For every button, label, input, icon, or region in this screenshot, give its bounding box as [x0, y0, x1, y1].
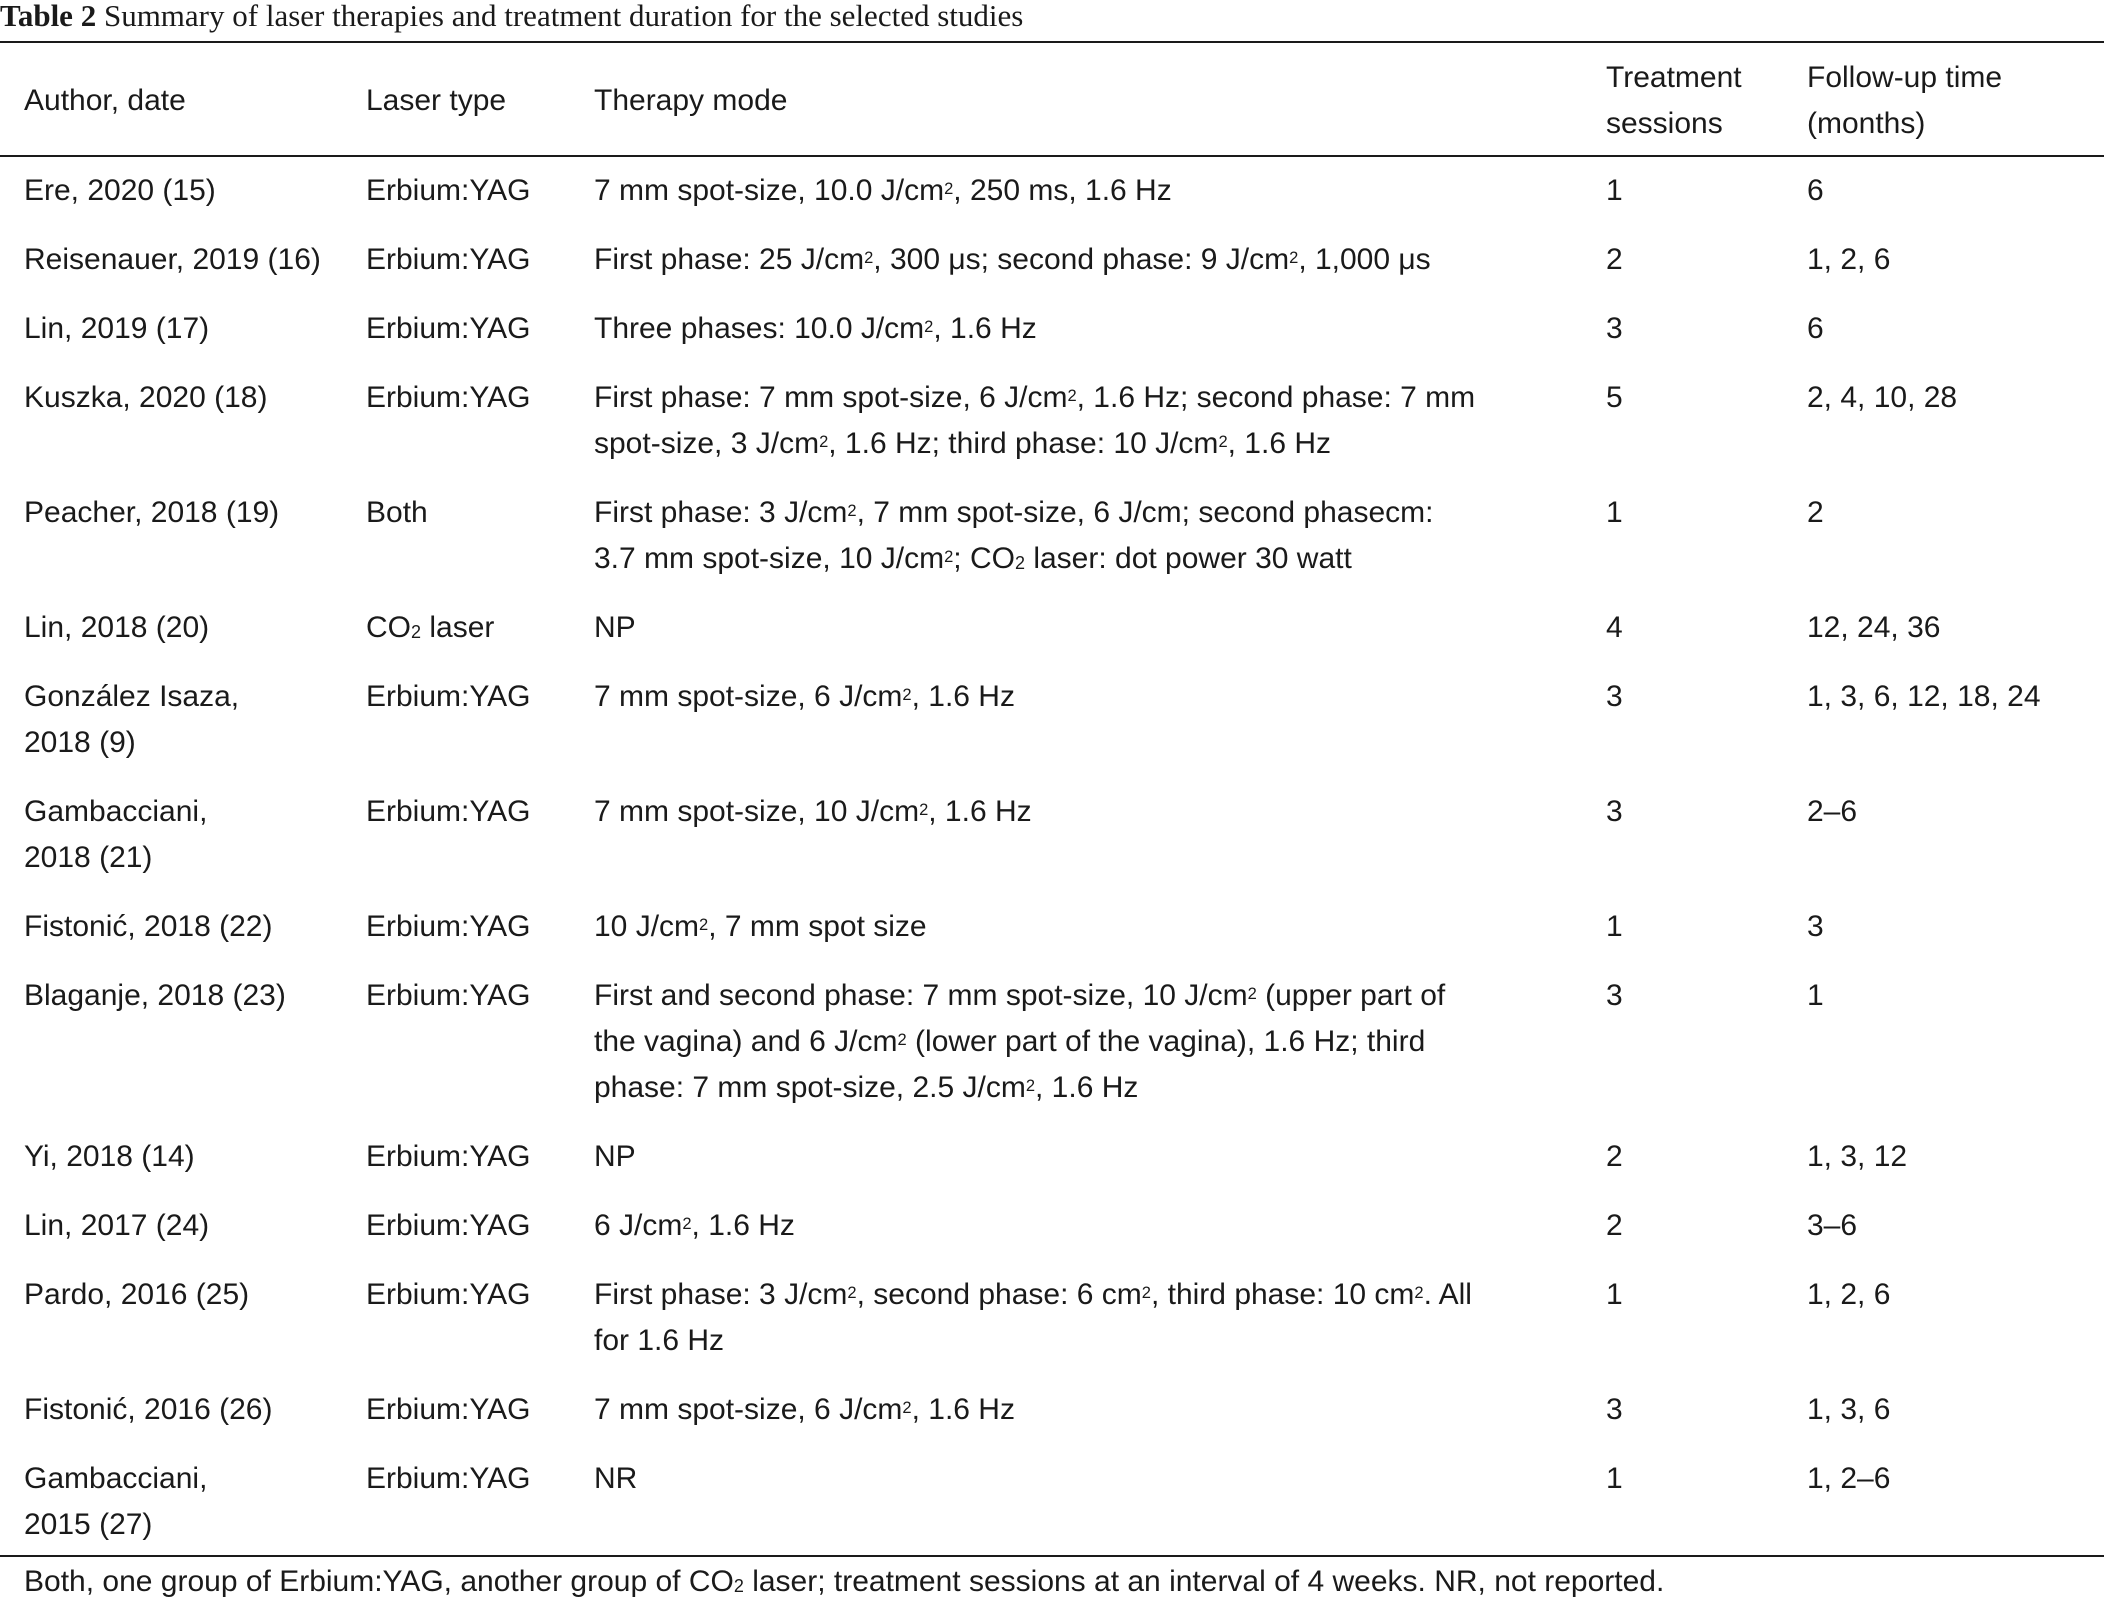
row-1-therapy-mode: [594, 168, 1172, 214]
row-11-laser-type: [366, 1134, 531, 1180]
header-follow-up: [1807, 55, 2002, 147]
row-1-sessions: [1606, 168, 1623, 214]
row-12-follow-up-line: 3–6: [1807, 1209, 1858, 1242]
row-4-laser-type: [366, 375, 531, 421]
row-10-therapy-mode-line: phase: 7 mm spot-size, 2.5 $J/cm^2$, 1.6 Hz: [594, 1071, 1139, 1104]
row-3-author-line: Lin, 2019 (17): [24, 312, 210, 345]
row-5-author: [24, 490, 279, 536]
table-footnote: Both, one group of Erbium:YAG, another group of $CO_2$ laser; treatment sessions at an interval of 4 weeks. NR, not reported.: [24, 1565, 1665, 1598]
row-11-author-line: Yi, 2018 (14): [24, 1140, 195, 1173]
row-13-author: [24, 1272, 249, 1318]
row-9-author: [24, 904, 272, 950]
row-10-therapy-mode: [594, 973, 1445, 1111]
row-13-therapy-mode-line: for 1.6 Hz: [594, 1324, 725, 1357]
row-3-follow-up-line: 6: [1807, 312, 1824, 345]
row-10-author-line: Blaganje, 2018 (23): [24, 979, 286, 1012]
row-13-follow-up: [1807, 1272, 1890, 1318]
row-14-laser-type: [366, 1387, 531, 1433]
row-2-author: [24, 237, 321, 283]
header-rule: [0, 155, 2104, 157]
caption-text: Summary of laser therapies and treatment duration for the selected studies: [103, 0, 1024, 33]
row-15-therapy-mode-line: NR: [594, 1462, 638, 1495]
row-10-sessions-line: 3: [1606, 979, 1623, 1012]
row-10-sessions: [1606, 973, 1623, 1019]
row-5-therapy-mode-line: First phase: 3 $J/cm^2$, 7 mm spot-size, 6 J/cm; second phasecm:: [594, 496, 1434, 529]
row-6-laser-type: [366, 605, 494, 651]
row-8-laser-type-line: Erbium:YAG: [366, 795, 531, 828]
row-13-author-line: Pardo, 2016 (25): [24, 1278, 250, 1311]
row-12-author-line: Lin, 2017 (24): [24, 1209, 210, 1242]
row-10-follow-up-line: 1: [1807, 979, 1824, 1012]
row-1-laser-type-line: Erbium:YAG: [366, 174, 531, 207]
top-rule: [0, 41, 2104, 43]
row-10-therapy-mode-line: the vagina) and 6 $J/cm^2$ (lower part of the vagina), 1.6 Hz; third: [594, 1025, 1426, 1058]
row-11-sessions: [1606, 1134, 1623, 1180]
row-14-author-line: Fistonić, 2016 (26): [24, 1393, 273, 1426]
row-15-sessions-line: 1: [1606, 1462, 1623, 1495]
row-7-laser-type-line: Erbium:YAG: [366, 680, 531, 713]
row-9-follow-up-line: 3: [1807, 910, 1824, 943]
row-7-sessions: [1606, 674, 1623, 720]
row-15-author-line: Gambacciani,: [24, 1462, 208, 1495]
row-7-therapy-mode-line: 7 mm spot-size, 6 $J/cm^2$, 1.6 Hz: [594, 680, 1015, 713]
row-9-laser-type-line: Erbium:YAG: [366, 910, 531, 943]
row-11-follow-up-line: 1, 3, 12: [1807, 1140, 1908, 1173]
row-4-therapy-mode: [594, 375, 1475, 467]
row-12-laser-type-line: Erbium:YAG: [366, 1209, 531, 1242]
row-14-therapy-mode: [594, 1387, 1015, 1433]
row-7-author: [24, 674, 239, 766]
row-15-follow-up: [1807, 1456, 1890, 1502]
row-5-follow-up: [1807, 490, 1824, 536]
row-4-author: [24, 375, 267, 421]
row-14-laser-type-line: Erbium:YAG: [366, 1393, 531, 1426]
row-2-therapy-mode-line: First phase: 25 $J/cm^2$, 300 μs; second phase: 9 $J/cm^2$, 1,000 μs: [594, 243, 1431, 276]
row-1-laser-type: [366, 168, 531, 214]
row-8-follow-up-line: 2–6: [1807, 795, 1858, 828]
row-8-author-line: Gambacciani,: [24, 795, 208, 828]
row-11-laser-type-line: Erbium:YAG: [366, 1140, 531, 1173]
row-13-follow-up-line: 1, 2, 6: [1807, 1278, 1891, 1311]
row-4-sessions: [1606, 375, 1623, 421]
row-11-therapy-mode: [594, 1134, 636, 1180]
row-12-laser-type: [366, 1203, 531, 1249]
row-5-follow-up-line: 2: [1807, 496, 1824, 529]
row-4-therapy-mode-line: First phase: 7 mm spot-size, 6 $J/cm^2$, 1.6 Hz; second phase: 7 mm: [594, 381, 1476, 414]
row-7-author-line: González Isaza,: [24, 680, 240, 713]
row-5-therapy-mode-line: 3.7 mm spot-size, 10 $J/cm^2$; $CO_2$ laser: dot power 30 watt: [594, 542, 1352, 575]
row-13-therapy-mode-line: First phase: 3 $J/cm^2$, second phase: 6 $cm^2$, third phase: 10 $cm^2$. All: [594, 1278, 1472, 1311]
row-7-author-line: 2018 (9): [24, 726, 136, 759]
row-1-author-line: Ere, 2020 (15): [24, 174, 216, 207]
row-15-therapy-mode: [594, 1456, 637, 1502]
row-5-laser-type-line: Both: [366, 496, 428, 529]
caption-label: Table 2: [0, 0, 97, 33]
row-6-sessions-line: 4: [1606, 611, 1623, 644]
row-3-sessions: [1606, 306, 1623, 352]
row-6-follow-up-line: 12, 24, 36: [1807, 611, 1941, 644]
row-4-author-line: Kuszka, 2020 (18): [24, 381, 268, 414]
row-2-author-line: Reisenauer, 2019 (16): [24, 243, 321, 276]
row-4-follow-up: [1807, 375, 1957, 421]
row-12-sessions-line: 2: [1606, 1209, 1623, 1242]
row-2-sessions-line: 2: [1606, 243, 1623, 276]
row-4-therapy-mode-line: spot-size, 3 $J/cm^2$, 1.6 Hz; third phase: 10 $J/cm^2$, 1.6 Hz: [594, 427, 1331, 460]
row-2-sessions: [1606, 237, 1623, 283]
row-6-therapy-mode: [594, 605, 636, 651]
row-12-follow-up: [1807, 1203, 1857, 1249]
row-12-therapy-mode: [594, 1203, 795, 1249]
row-3-follow-up: [1807, 306, 1824, 352]
row-1-sessions-line: 1: [1606, 174, 1623, 207]
row-10-laser-type: [366, 973, 531, 1019]
row-9-sessions: [1606, 904, 1623, 950]
row-6-sessions: [1606, 605, 1623, 651]
row-8-follow-up: [1807, 789, 1857, 835]
row-14-follow-up-line: 1, 3, 6: [1807, 1393, 1891, 1426]
row-12-therapy-mode-line: 6 $J/cm^2$, 1.6 Hz: [594, 1209, 795, 1242]
row-12-sessions: [1606, 1203, 1623, 1249]
row-1-therapy-mode-line: 7 mm spot-size, 10.0 $J/cm^2$, 250 ms, 1.6 Hz: [594, 174, 1172, 207]
row-8-therapy-mode: [594, 789, 1032, 835]
row-3-sessions-line: 3: [1606, 312, 1623, 345]
row-3-laser-type-line: Erbium:YAG: [366, 312, 531, 345]
row-13-sessions-line: 1: [1606, 1278, 1623, 1311]
row-6-laser-type-line: $CO_2$ laser: [366, 611, 495, 644]
row-15-follow-up-line: 1, 2–6: [1807, 1462, 1891, 1495]
row-5-sessions: [1606, 490, 1623, 536]
row-14-follow-up: [1807, 1387, 1890, 1433]
row-9-therapy-mode-line: 10 $J/cm^2$, 7 mm spot size: [594, 910, 927, 943]
row-7-follow-up-line: 1, 3, 6, 12, 18, 24: [1807, 680, 2041, 713]
row-15-author-line: 2015 (27): [24, 1508, 153, 1541]
row-7-laser-type: [366, 674, 531, 720]
row-5-sessions-line: 1: [1606, 496, 1623, 529]
header-sessions-line2: sessions: [1606, 107, 1723, 140]
header-treatment-sessions: [1606, 55, 1742, 147]
header-followup-line1: Follow-up time: [1807, 61, 2003, 94]
table-caption: [0, 0, 1023, 40]
row-1-follow-up: [1807, 168, 1824, 214]
row-6-author: [24, 605, 209, 651]
row-15-author: [24, 1456, 207, 1548]
row-12-author: [24, 1203, 209, 1249]
row-2-follow-up: [1807, 237, 1890, 283]
row-15-laser-type-line: Erbium:YAG: [366, 1462, 531, 1495]
row-8-sessions-line: 3: [1606, 795, 1623, 828]
header-sessions-line1: Treatment: [1606, 61, 1742, 94]
row-4-laser-type-line: Erbium:YAG: [366, 381, 531, 414]
row-1-follow-up-line: 6: [1807, 174, 1824, 207]
row-11-follow-up: [1807, 1134, 1907, 1180]
row-5-therapy-mode: [594, 490, 1433, 582]
row-13-therapy-mode: [594, 1272, 1472, 1364]
row-8-laser-type: [366, 789, 531, 835]
header-therapy-mode: Therapy mode: [594, 84, 788, 117]
row-14-author: [24, 1387, 272, 1433]
row-14-sessions: [1606, 1387, 1623, 1433]
row-10-author: [24, 973, 286, 1019]
row-6-therapy-mode-line: NP: [594, 611, 636, 644]
row-13-laser-type-line: Erbium:YAG: [366, 1278, 531, 1311]
row-3-therapy-mode: [594, 306, 1037, 352]
row-8-therapy-mode-line: 7 mm spot-size, 10 $J/cm^2$, 1.6 Hz: [594, 795, 1032, 828]
row-7-therapy-mode: [594, 674, 1015, 720]
row-4-sessions-line: 5: [1606, 381, 1623, 414]
row-11-author: [24, 1134, 195, 1180]
row-6-follow-up: [1807, 605, 1940, 651]
row-1-author: [24, 168, 216, 214]
row-9-therapy-mode: [594, 904, 927, 950]
row-11-therapy-mode-line: NP: [594, 1140, 636, 1173]
header-followup-line2: (months): [1807, 107, 1926, 140]
row-14-therapy-mode-line: 7 mm spot-size, 6 $J/cm^2$, 1.6 Hz: [594, 1393, 1015, 1426]
row-9-author-line: Fistonić, 2018 (22): [24, 910, 273, 943]
row-11-sessions-line: 2: [1606, 1140, 1623, 1173]
row-3-laser-type: [366, 306, 531, 352]
row-15-laser-type: [366, 1456, 531, 1502]
row-14-sessions-line: 3: [1606, 1393, 1623, 1426]
bottom-rule: [0, 1555, 2104, 1557]
row-8-sessions: [1606, 789, 1623, 835]
row-13-sessions: [1606, 1272, 1623, 1318]
header-laser-type: Laser type: [366, 84, 507, 117]
row-2-therapy-mode: [594, 237, 1431, 283]
row-15-sessions: [1606, 1456, 1623, 1502]
row-3-author: [24, 306, 209, 352]
row-2-laser-type-line: Erbium:YAG: [366, 243, 531, 276]
row-7-sessions-line: 3: [1606, 680, 1623, 713]
header-author: Author, date: [24, 84, 186, 117]
row-5-author-line: Peacher, 2018 (19): [24, 496, 280, 529]
row-4-follow-up-line: 2, 4, 10, 28: [1807, 381, 1958, 414]
row-5-laser-type: [366, 490, 428, 536]
row-6-author-line: Lin, 2018 (20): [24, 611, 210, 644]
row-13-laser-type: [366, 1272, 531, 1318]
row-2-laser-type: [366, 237, 531, 283]
row-8-author: [24, 789, 207, 881]
row-2-follow-up-line: 1, 2, 6: [1807, 243, 1891, 276]
row-10-follow-up: [1807, 973, 1824, 1019]
row-10-therapy-mode-line: First and second phase: 7 mm spot-size, 10 $J/cm^2$ (upper part of: [594, 979, 1446, 1012]
row-9-laser-type: [366, 904, 531, 950]
row-3-therapy-mode-line: Three phases: 10.0 $J/cm^2$, 1.6 Hz: [594, 312, 1037, 345]
row-10-laser-type-line: Erbium:YAG: [366, 979, 531, 1012]
row-9-sessions-line: 1: [1606, 910, 1623, 943]
row-7-follow-up: [1807, 674, 2041, 720]
row-9-follow-up: [1807, 904, 1824, 950]
row-8-author-line: 2018 (21): [24, 841, 153, 874]
